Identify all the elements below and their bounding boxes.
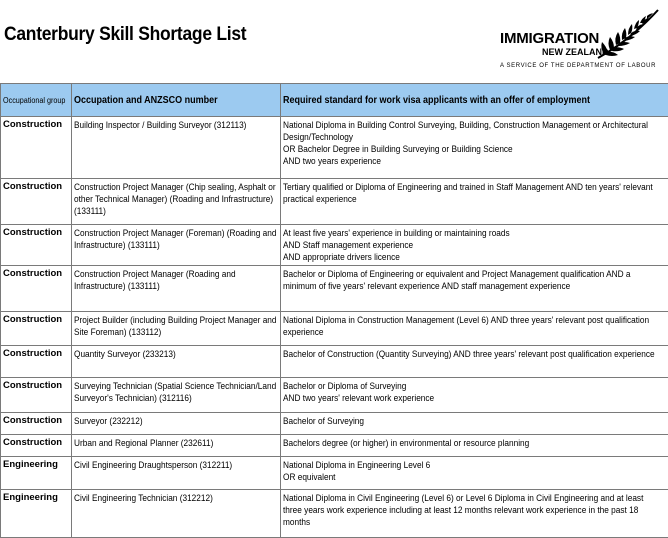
occupation-cell: [72, 117, 281, 179]
occupation-cell: [72, 413, 281, 435]
occupational-group-cell: Construction: [1, 346, 72, 378]
table-row: [1, 117, 668, 179]
requirement-line: Bachelor or Diploma of Engineering or equivalent and Project Management qualification AND a minimum of five years' relevant experience AND staff management experience: [283, 268, 664, 292]
table-row: [1, 378, 668, 413]
column-header-occupation: Occupation and ANZSCO number: [72, 84, 281, 117]
page-title: Canterbury Skill Shortage List: [4, 24, 246, 46]
logo-main-text: IMMIGRATION: [500, 30, 599, 47]
occupation-text: Urban and Regional Planner (232611): [74, 437, 277, 449]
occupational-group-cell: Construction: [1, 179, 72, 225]
requirement-line: OR equivalent: [283, 471, 664, 483]
requirement-line: National Diploma in Engineering Level 6: [283, 459, 664, 471]
requirement-cell: [281, 413, 668, 435]
requirement-cell: [281, 457, 668, 490]
requirement-cell: [281, 490, 668, 538]
occupation-cell: [72, 490, 281, 538]
table-row: [1, 346, 668, 378]
requirement-line: AND appropriate drivers licence: [283, 251, 664, 263]
requirement-line: At least five years' experience in building or maintaining roads: [283, 227, 664, 239]
table-row: [1, 413, 668, 435]
occupational-group-cell: Engineering: [1, 457, 72, 490]
occupational-group-cell: Engineering: [1, 490, 72, 538]
occupation-cell: [72, 225, 281, 266]
requirement-line: National Diploma in Construction Management (Level 6) AND three years' relevant post qualification experience: [283, 314, 664, 338]
occupation-text: Building Inspector / Building Surveyor (312113): [74, 119, 277, 131]
table-row: [1, 312, 668, 346]
occupation-text: Construction Project Manager (Chip sealing, Asphalt or other Technical Manager) (Roading and Infrastructure) (133111): [74, 181, 277, 217]
requirement-cell: [281, 225, 668, 266]
occupation-text: Surveyor (232212): [74, 415, 277, 427]
requirement-cell: [281, 312, 668, 346]
logo-sub-text: NEW ZEALAND: [542, 47, 609, 57]
column-header-group: Occupational group: [1, 84, 72, 117]
requirement-line: Bachelor of Surveying: [283, 415, 664, 427]
requirement-line: National Diploma in Civil Engineering (Level 6) or Level 6 Diploma in Civil Engineering and at least three years work experience including at least 12 months relevant work experience in the past 18 months: [283, 492, 664, 528]
table-row: [1, 266, 668, 312]
occupational-group-cell: Construction: [1, 413, 72, 435]
immigration-nz-logo: [494, 8, 666, 76]
requirement-cell: [281, 346, 668, 378]
table-row: [1, 457, 668, 490]
table-row: [1, 179, 668, 225]
requirement-line: National Diploma in Building Control Surveying, Building, Construction Management or Architectural Design/Technology: [283, 119, 664, 143]
requirement-line: AND Staff management experience: [283, 239, 664, 251]
occupational-group-cell: Construction: [1, 225, 72, 266]
table-row: [1, 435, 668, 457]
occupation-text: Construction Project Manager (Foreman) (Roading and Infrastructure) (133111): [74, 227, 277, 251]
occupation-cell: [72, 312, 281, 346]
occupation-text: Civil Engineering Technician (312212): [74, 492, 277, 504]
occupation-cell: [72, 378, 281, 413]
table-row: [1, 225, 668, 266]
occupation-text: Civil Engineering Draughtsperson (312211): [74, 459, 277, 471]
requirement-cell: [281, 179, 668, 225]
occupation-text: Surveying Technician (Spatial Science Technician/Land Surveyor's Technician) (312116): [74, 380, 277, 404]
requirement-line: Bachelors degree (or higher) in environmental or resource planning: [283, 437, 664, 449]
table-header-row: [1, 84, 668, 117]
occupation-text: Quantity Surveyor (233213): [74, 348, 277, 360]
occupational-group-cell: Construction: [1, 435, 72, 457]
logo-tagline: A SERVICE OF THE DEPARTMENT OF LABOUR: [500, 63, 656, 69]
requirement-line: Tertiary qualified or Diploma of Engineering and trained in Staff Management AND ten years' relevant practical experience: [283, 181, 664, 205]
occupation-cell: [72, 266, 281, 312]
occupational-group-cell: Construction: [1, 117, 72, 179]
occupation-cell: [72, 435, 281, 457]
occupational-group-cell: Construction: [1, 312, 72, 346]
occupation-text: Construction Project Manager (Roading and Infrastructure) (133111): [74, 268, 277, 292]
occupational-group-cell: Construction: [1, 378, 72, 413]
occupation-cell: [72, 179, 281, 225]
requirement-cell: [281, 117, 668, 179]
requirement-line: AND two years experience: [283, 155, 664, 167]
requirement-line: Bachelor of Construction (Quantity Surveying) AND three years' relevant post qualification experience: [283, 348, 664, 360]
occupational-group-cell: Construction: [1, 266, 72, 312]
requirement-cell: [281, 378, 668, 413]
column-header-requirement: Required standard for work visa applicants with an offer of employment: [281, 84, 668, 117]
requirement-line: AND two years' relevant work experience: [283, 392, 664, 404]
requirement-cell: [281, 266, 668, 312]
occupation-cell: [72, 457, 281, 490]
skill-shortage-table: [0, 83, 668, 538]
table-row: [1, 490, 668, 538]
requirement-cell: [281, 435, 668, 457]
occupation-cell: [72, 346, 281, 378]
requirement-line: OR Bachelor Degree in Building Surveying or Building Science: [283, 143, 664, 155]
requirement-line: Bachelor or Diploma of Surveying: [283, 380, 664, 392]
occupation-text: Project Builder (including Building Project Manager and Site Foreman) (133112): [74, 314, 277, 338]
